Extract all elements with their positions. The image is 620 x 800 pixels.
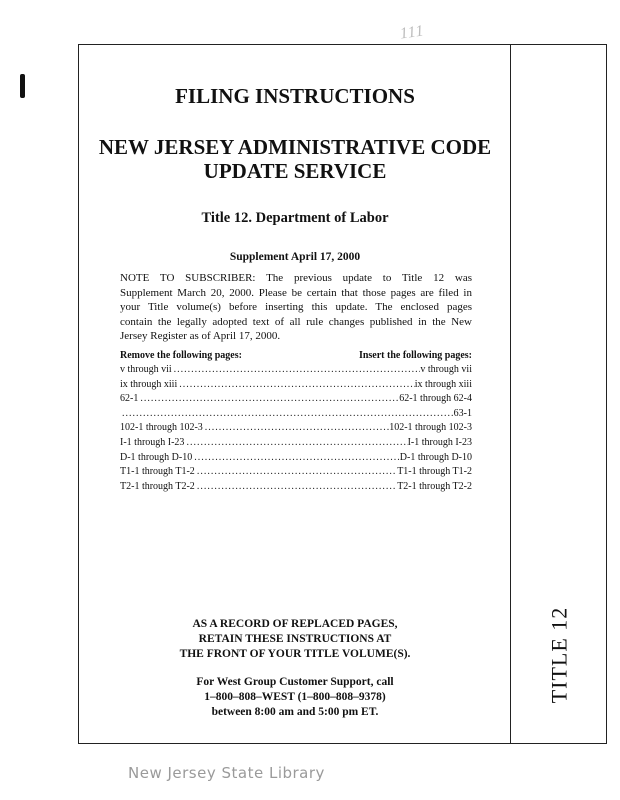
punch-hole-mark [20,74,25,98]
table-row [120,437,472,452]
dot-leader [203,422,389,433]
note-line: Supplement March 20, 2000. Please be certain that those pages are filed in [120,286,472,299]
remove-header: Remove the following pages: [120,350,242,361]
dot-leader [195,481,397,492]
dot-leader [172,364,421,375]
dot-leader [138,393,399,404]
handwritten-mark: 111 [398,22,426,43]
dot-leader [192,452,400,463]
remove-cell: ix through xiii [120,378,178,390]
insert-header: Insert the following pages: [358,350,472,361]
table-row [120,408,472,423]
retain-line: RETAIN THESE INSTRUCTIONS AT [198,633,392,645]
spine-tab [512,600,607,710]
title-line: Title 12. Department of Labor [201,210,389,226]
note-line: your Title volume(s) before inserting this update. The enclosed pages [120,301,472,313]
remove-cell: I-1 through I-23 [120,436,185,448]
retain-line: THE FRONT OF YOUR TITLE VOLUME(S). [179,648,411,660]
retain-notice [80,617,510,662]
remove-cell: T1-1 through T1-2 [120,466,195,478]
table-row [120,481,472,496]
code-title [80,135,510,183]
insert-cell: 62-1 through 62-4 [399,393,472,405]
note-line: contain the legally adopted text of all rule changes published in the New [120,315,472,328]
dot-leader [120,408,454,419]
dot-leader [195,466,397,477]
dot-leader [184,437,407,448]
remove-cell: v through vii [120,364,172,375]
retain-line: AS A RECORD OF REPLACED PAGES, [192,618,398,630]
table-row [120,364,472,379]
table-row [120,422,472,437]
insert-cell: 102-1 through 102-3 [389,422,472,434]
support-contact [80,675,510,720]
insert-cell: 63-1 [453,407,472,419]
insert-cell: ix through xiii [414,378,472,390]
remove-cell: 62-1 [120,393,139,405]
page-table [120,364,472,495]
page-heading: FILING INSTRUCTIONS [175,84,415,108]
table-row [120,452,472,467]
supplement-date: Supplement April 17, 2000 [229,251,361,263]
support-phone: 1–800–808–WEST (1–800–808–9378) [204,691,386,703]
remove-cell: 102-1 through 102-3 [120,422,203,434]
remove-cell: T2-1 through T2-2 [120,480,195,492]
library-stamp: New Jersey State Library [128,764,325,782]
support-line: For West Group Customer Support, call [196,676,394,688]
spine-label: TITLE 12 [546,606,572,704]
table-row [120,393,472,408]
remove-cell: D-1 through D-10 [120,451,193,463]
insert-cell: T2-1 through T2-2 [397,480,472,492]
support-hours: between 8:00 am and 5:00 pm ET. [211,706,379,718]
insert-cell: T1-1 through T1-2 [397,466,472,478]
insert-cell: I-1 through I-23 [407,436,472,448]
note-line: Jersey Register as of April 17, 2000. [120,330,281,342]
spine-divider [510,44,511,744]
insert-cell: D-1 through D-10 [399,451,472,463]
note-line: NOTE TO SUBSCRIBER: The previous update to Title 12 was [120,272,472,284]
page-table-header [120,350,472,361]
code-title-line: UPDATE SERVICE [203,159,387,183]
table-row [120,466,472,481]
table-row [120,379,472,394]
code-title-line: NEW JERSEY ADMINISTRATIVE CODE [98,135,492,159]
dot-leader [177,379,415,390]
insert-cell: v through vii [420,364,472,375]
subscriber-note [120,271,472,344]
